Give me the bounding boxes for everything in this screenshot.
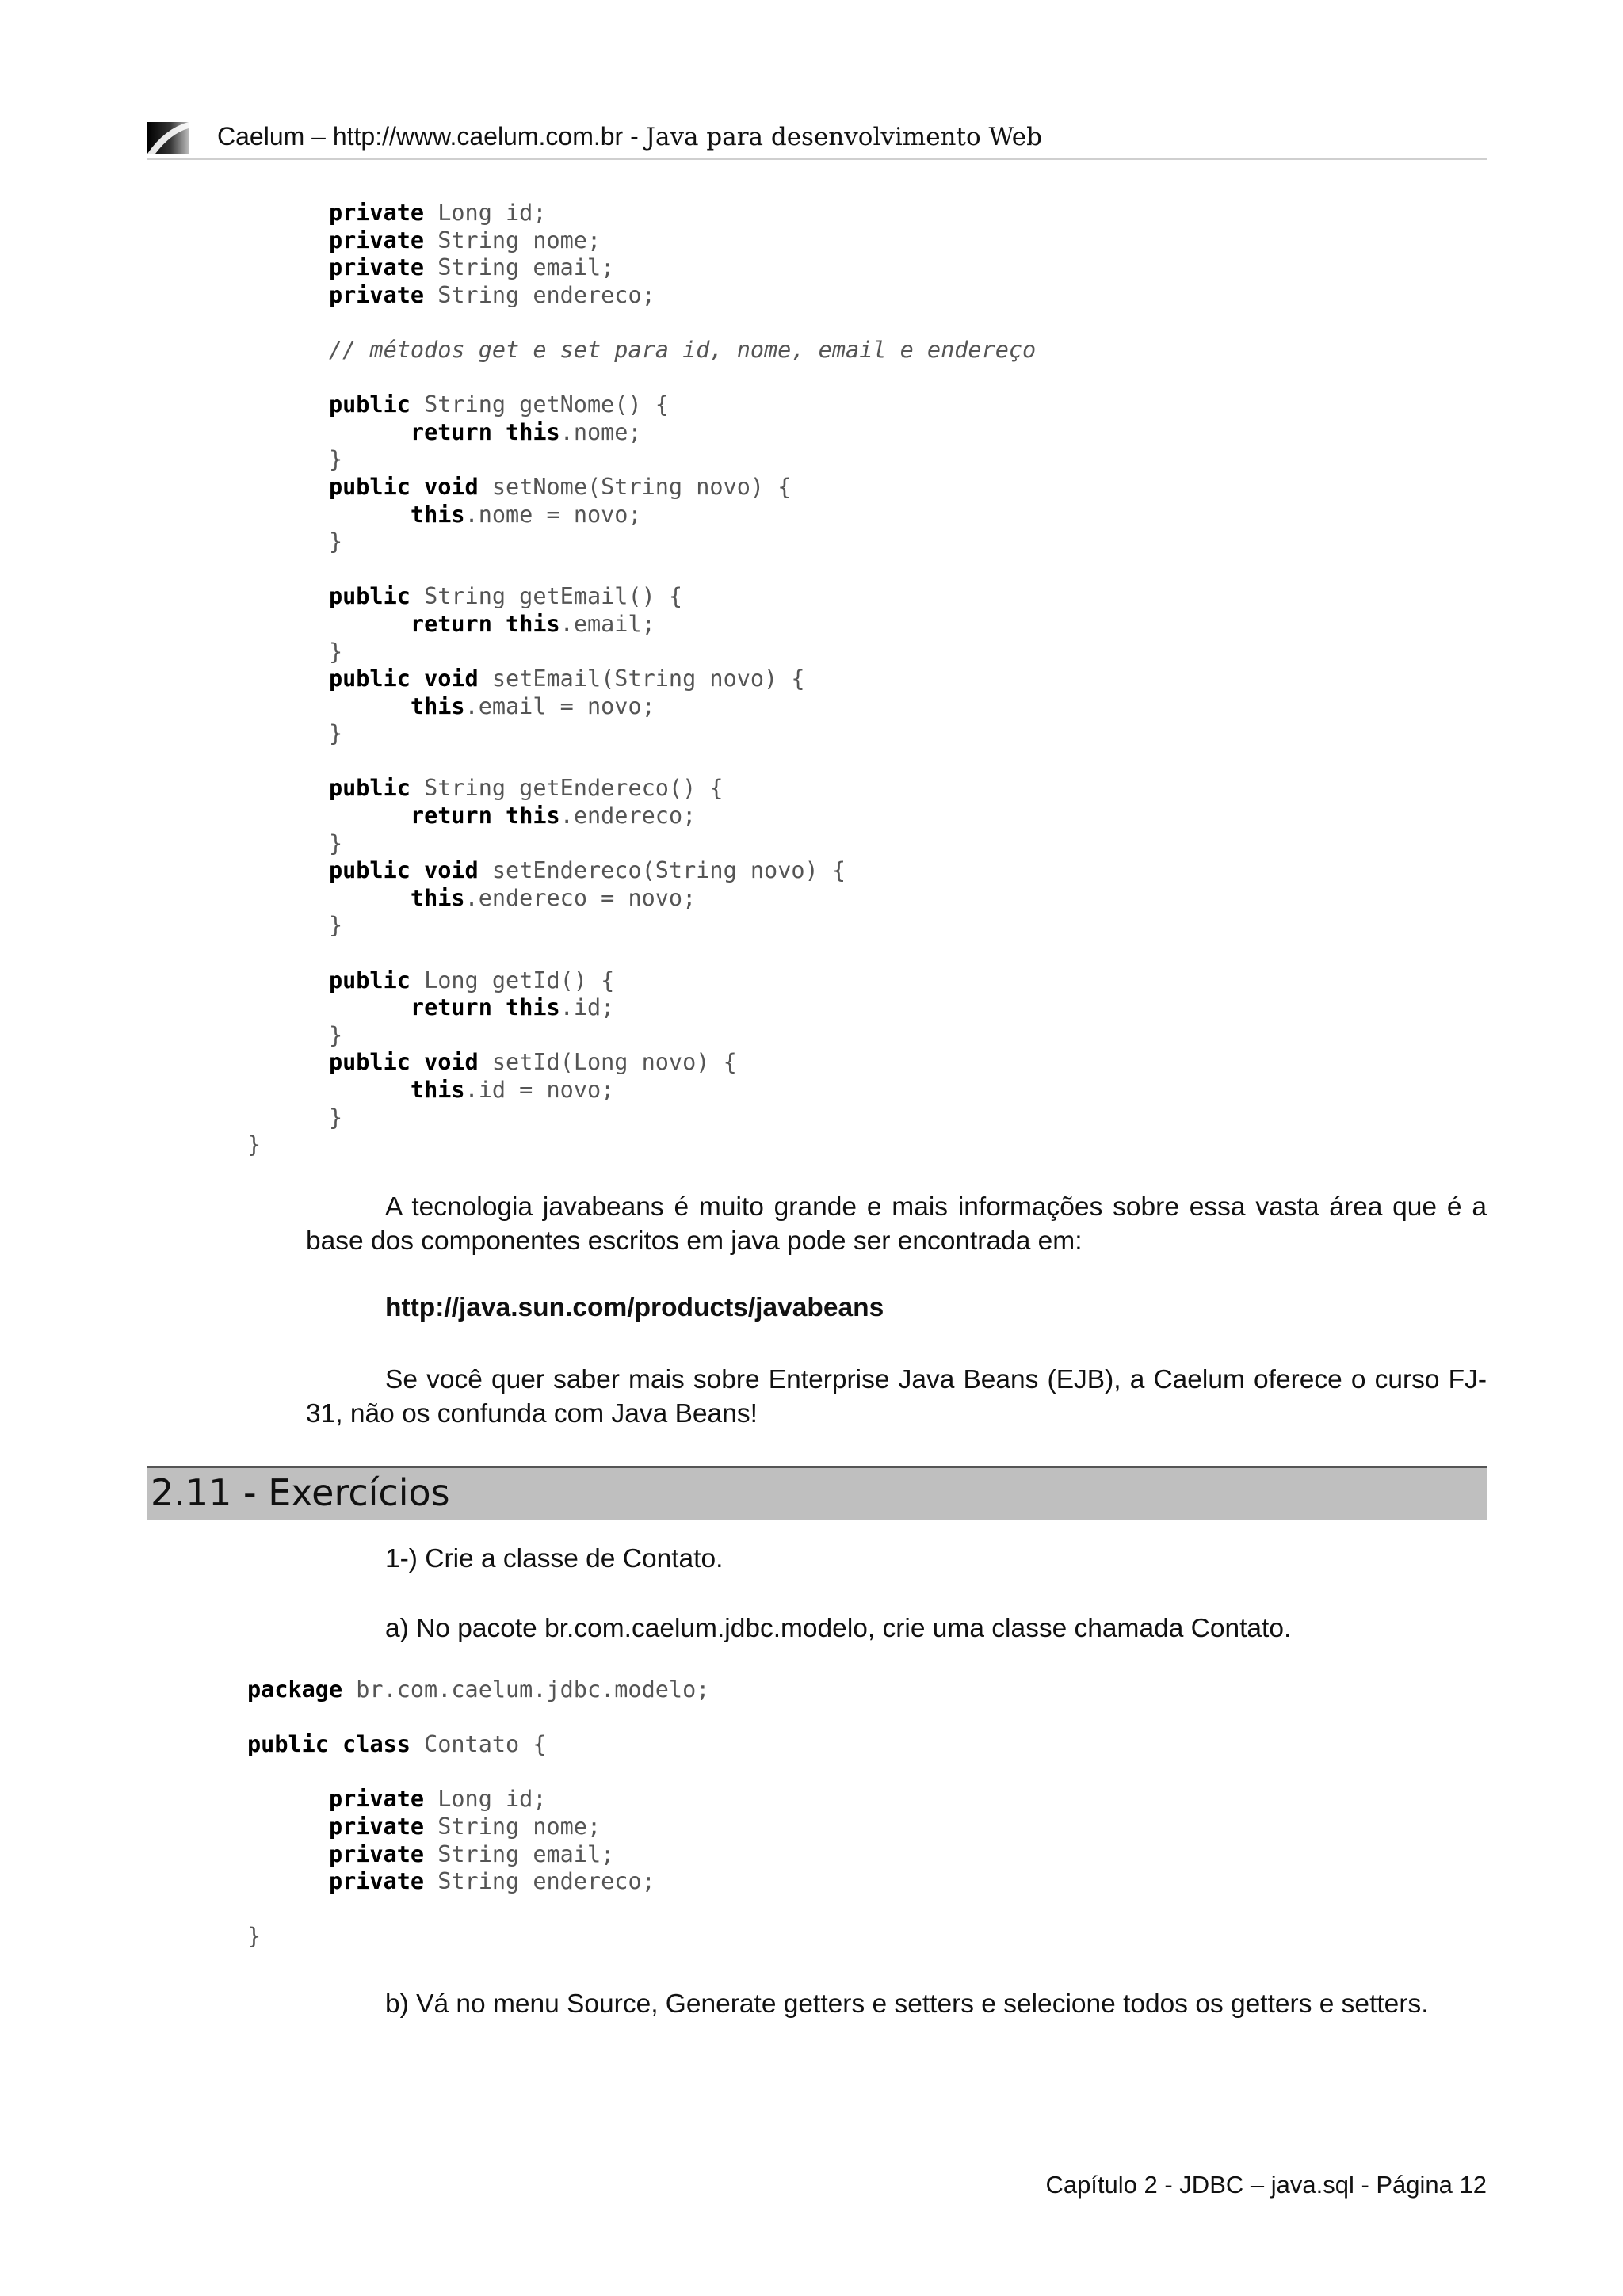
code-text	[247, 1868, 329, 1894]
code-keyword: this	[410, 501, 465, 528]
code-keyword: private	[328, 1840, 425, 1867]
code-keyword: void	[424, 857, 479, 884]
code-keyword: public	[328, 857, 411, 884]
code-keyword: private	[328, 227, 425, 254]
code-text: .email;	[559, 610, 655, 637]
code-text: String getEmail() {	[410, 583, 683, 610]
exercise-item-1: 1-) Crie a classe de Contato.	[385, 1544, 724, 1573]
code-block-1-line	[247, 940, 1036, 967]
code-block-1-line	[247, 1077, 1036, 1104]
code-text	[411, 1049, 424, 1075]
code-block-1-line	[247, 337, 1036, 364]
code-keyword: this	[506, 803, 560, 830]
code-text	[247, 967, 329, 994]
code-keyword: this	[410, 692, 465, 719]
code-text	[247, 1077, 411, 1103]
code-text	[492, 419, 506, 445]
code-keyword: public	[328, 666, 411, 692]
code-text	[247, 200, 329, 226]
code-keyword: private	[328, 200, 425, 226]
code-keyword: public	[247, 1731, 329, 1758]
code-text	[247, 666, 329, 692]
code-text: .nome;	[559, 418, 642, 445]
section-title: 2.11 - Exercícios	[151, 1471, 450, 1514]
code-keyword: this	[506, 418, 560, 445]
header-brand: Caelum – http://www.caelum.com.br -	[217, 122, 646, 151]
code-block-1-line	[247, 748, 1036, 776]
code-keyword: void	[424, 1049, 479, 1076]
code-keyword: public	[328, 775, 411, 802]
javabeans-link[interactable]: http://java.sun.com/products/javabeans	[385, 1293, 884, 1322]
code-block-1-line	[247, 200, 1036, 227]
exercise-item-1a: a) No pacote br.com.caelum.jdbc.modelo, crie uma classe chamada Contato.	[385, 1614, 1292, 1643]
page-footer: Capítulo 2 - JDBC – java.sql - Página 12	[1045, 2171, 1487, 2199]
code-block-1-line	[247, 775, 1036, 803]
code-block-1-line	[247, 967, 1036, 995]
code-keyword: this	[410, 1077, 465, 1103]
code-text: String nome;	[424, 227, 601, 254]
header-title	[217, 122, 1042, 151]
code-text	[247, 1841, 329, 1867]
code-block-1-line	[247, 419, 1036, 447]
code-block-2-line	[247, 1759, 709, 1787]
code-text	[247, 502, 411, 528]
code-block-1-line	[247, 1104, 1036, 1132]
code-block-2-line	[247, 1814, 709, 1841]
code-text: setEmail(String novo) {	[478, 666, 805, 692]
code-block-1-line	[247, 666, 1036, 693]
code-keyword: public	[328, 583, 411, 610]
code-text: String nome;	[424, 1813, 601, 1840]
code-block-2-line	[247, 1786, 709, 1814]
code-keyword: return	[410, 994, 492, 1021]
code-text	[411, 857, 424, 883]
code-block-1-line	[247, 583, 1036, 611]
code-block-contato	[247, 1676, 709, 1951]
code-text: }	[247, 638, 343, 665]
code-text	[247, 282, 329, 308]
code-keyword: private	[328, 1868, 425, 1895]
code-keyword: return	[410, 610, 492, 637]
code-block-1-line	[247, 830, 1036, 858]
code-text	[247, 583, 329, 609]
code-block-1-line	[247, 364, 1036, 392]
code-text: String getEndereco() {	[410, 775, 724, 802]
code-text	[247, 1786, 329, 1812]
code-text: }	[247, 1923, 262, 1950]
code-keyword: void	[424, 473, 479, 500]
code-text	[411, 666, 424, 692]
code-text: }	[247, 528, 343, 555]
code-block-1-line	[247, 309, 1036, 337]
code-text: }	[247, 1131, 262, 1158]
code-text: String getNome() {	[410, 391, 669, 418]
code-block-2-line	[247, 1676, 709, 1704]
page-header	[147, 117, 1487, 160]
paragraph-ejb: Se você quer saber mais sobre Enterprise Java Beans (EJB), a Caelum oferece o curso FJ-31, não os confunda com Java Beans!	[306, 1365, 1487, 1428]
code-keyword: this	[506, 610, 560, 637]
code-text: br.com.caelum.jdbc.modelo;	[342, 1676, 710, 1703]
code-block-2-line	[247, 1731, 709, 1759]
section-heading	[147, 1466, 1487, 1520]
code-text	[247, 391, 329, 418]
code-block-1-line	[247, 502, 1036, 529]
code-block-1-line	[247, 227, 1036, 255]
code-text: String endereco;	[424, 1868, 655, 1895]
code-text	[247, 1814, 329, 1840]
code-text	[247, 337, 329, 363]
exercise-item-1b: b) Vá no menu Source, Generate getters e setters e selecione todos os getters e setters.	[385, 1989, 1429, 2019]
code-keyword: private	[328, 254, 425, 281]
code-keyword: return	[410, 803, 492, 830]
code-text	[247, 803, 411, 829]
code-text	[492, 994, 506, 1020]
code-text: String endereco;	[424, 281, 655, 308]
code-text	[247, 693, 411, 719]
code-comment: // métodos get e set para id, nome, email e endereço	[328, 336, 1037, 363]
code-keyword: return	[410, 418, 492, 445]
code-text: }	[247, 830, 343, 856]
code-block-1-line	[247, 1131, 1036, 1159]
code-keyword: private	[328, 281, 425, 308]
code-text: Long id;	[424, 1786, 547, 1813]
code-keyword: private	[328, 1786, 425, 1813]
code-text	[247, 474, 329, 500]
code-keyword: public	[328, 391, 411, 418]
code-keyword: class	[342, 1731, 411, 1758]
code-block-1-line	[247, 446, 1036, 474]
code-text: }	[247, 912, 343, 939]
code-text: Contato {	[410, 1731, 547, 1758]
code-block-1-line	[247, 857, 1036, 885]
code-text	[492, 803, 506, 829]
code-block-2-line	[247, 1704, 709, 1732]
code-text	[247, 994, 411, 1020]
code-text: String email;	[424, 254, 615, 281]
code-text: .id;	[559, 994, 615, 1021]
code-text: .email = novo;	[464, 692, 655, 719]
code-block-1-line	[247, 474, 1036, 502]
code-block-1-line	[247, 803, 1036, 830]
code-block-2-line	[247, 1923, 709, 1951]
code-block-1-line	[247, 282, 1036, 310]
code-text	[247, 1049, 329, 1075]
code-text	[247, 885, 411, 911]
code-text: .endereco;	[559, 803, 697, 830]
code-block-1-line	[247, 994, 1036, 1022]
code-keyword: public	[328, 473, 411, 500]
code-text: setId(Long novo) {	[478, 1049, 737, 1076]
code-block-1-line	[247, 254, 1036, 282]
code-block-1-line	[247, 693, 1036, 721]
code-text: }	[247, 1021, 343, 1048]
code-keyword: void	[424, 666, 479, 692]
code-text: }	[247, 446, 343, 473]
code-block-1-line	[247, 556, 1036, 584]
code-block-javabean	[247, 200, 1036, 1159]
code-block-2-line	[247, 1868, 709, 1896]
code-keyword: private	[328, 1813, 425, 1840]
code-text: setEndereco(String novo) {	[478, 857, 846, 884]
code-keyword: this	[410, 884, 465, 911]
code-text: }	[247, 720, 343, 747]
code-keyword: public	[328, 1049, 411, 1076]
code-text: .endereco = novo;	[464, 884, 697, 911]
code-text	[247, 254, 329, 280]
caelum-logo-icon	[147, 122, 189, 154]
code-text	[247, 857, 329, 883]
code-text: .id = novo;	[464, 1077, 615, 1103]
code-block-1-line	[247, 912, 1036, 940]
code-text	[492, 611, 506, 637]
code-text	[247, 611, 411, 637]
code-block-1-line	[247, 720, 1036, 748]
code-block-1-line	[247, 611, 1036, 639]
code-text: String email;	[424, 1840, 615, 1867]
header-subtitle: Java para desenvolvimento Web	[645, 123, 1042, 151]
code-block-2-line	[247, 1841, 709, 1869]
code-text: }	[247, 1104, 343, 1131]
code-block-1-line	[247, 528, 1036, 556]
code-block-1-line	[247, 391, 1036, 419]
code-block-1-line	[247, 1049, 1036, 1077]
code-block-1-line	[247, 885, 1036, 913]
code-block-1-line	[247, 639, 1036, 666]
code-text: .nome = novo;	[464, 501, 642, 528]
code-text	[247, 227, 329, 254]
code-text: Long getId() {	[410, 967, 615, 994]
code-text	[247, 775, 329, 801]
code-keyword: this	[506, 994, 560, 1021]
code-text	[247, 419, 411, 445]
code-text: Long id;	[424, 200, 547, 226]
code-block-2-line	[247, 1896, 709, 1924]
code-keyword: public	[328, 967, 411, 994]
code-keyword: package	[247, 1676, 343, 1703]
code-text: setNome(String novo) {	[478, 473, 792, 500]
paragraph-javabeans: A tecnologia javabeans é muito grande e mais informações sobre essa vasta área que é a base dos componentes escritos em java pode ser encontrada em:	[306, 1192, 1487, 1256]
code-block-1-line	[247, 1022, 1036, 1050]
code-text	[329, 1731, 342, 1757]
code-text	[411, 474, 424, 500]
